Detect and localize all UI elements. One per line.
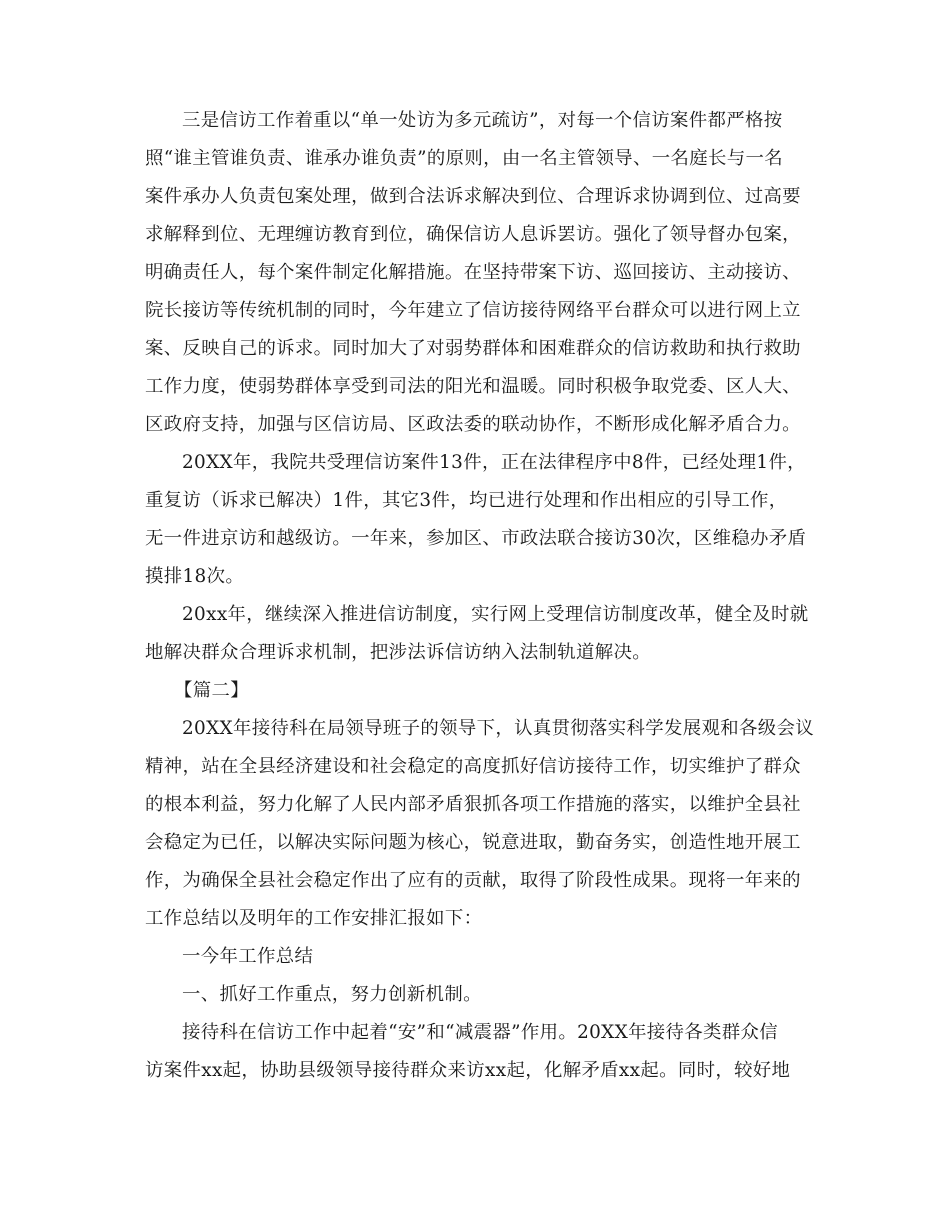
text-line: 20xx年，继续深入推进信访制度，实行网上受理信访制度改革，健全及时就 bbox=[182, 604, 809, 625]
text-line: 重复访（诉求已解决）1件，其它3件，均已进行处理和作出相应的引导工作， bbox=[145, 490, 788, 511]
text-line: 照“谁主管谁负责、谁承办谁负责”的原则，由一名主管领导、一名庭长与一名 bbox=[145, 148, 783, 169]
text-line: 访案件xx起，协助县级领导接待群众来访xx起，化解矛盾xx起。同时，较好地 bbox=[145, 1060, 791, 1081]
text-line: 会稳定为已任，以解决实际问题为核心，锐意进取，勤奋务实，创造性地开展工 bbox=[145, 832, 801, 853]
text-line: 院长接访等传统机制的同时，今年建立了信访接待网络平台群众可以进行网上立 bbox=[145, 300, 801, 321]
text-line: 三是信访工作着重以“单一处访为多元疏访”，对每一个信访案件都严格按 bbox=[182, 110, 783, 131]
section-heading: 【篇二】 bbox=[174, 680, 249, 701]
text-line: 20XX年，我院共受理信访案件13件，正在法律程序中8件，已经处理1件， bbox=[182, 452, 806, 473]
text-line: 工作总结以及明年的工作安排汇报如下： bbox=[145, 908, 483, 929]
text-line: 的根本利益，努力化解了人民内部矛盾狠抓各项工作措施的落实，以维护全县社 bbox=[145, 794, 801, 815]
text-line: 工作力度，使弱势群体享受到司法的阳光和温暖。同时积极争取党委、区人大、 bbox=[145, 376, 801, 397]
subheading: 一今年工作总结 bbox=[182, 946, 314, 967]
text-line: 精神，站在全县经济建设和社会稳定的高度抓好信访接待工作，切实维护了群众 bbox=[145, 756, 801, 777]
text-line: 接待科在信访工作中起着“安”和“减震器”作用。20XX年接待各类群众信 bbox=[182, 1022, 778, 1043]
text-line: 作，为确保全县社会稳定作出了应有的贡献，取得了阶段性成果。现将一年来的 bbox=[145, 870, 801, 891]
text-line: 案件承办人负责包案处理，做到合法诉求解决到位、合理诉求协调到位、过高要 bbox=[145, 186, 801, 207]
text-line: 区政府支持，加强与区信访局、区政法委的联动协作，不断形成化解矛盾合力。 bbox=[145, 414, 801, 435]
text-line: 20XX年接待科在局领导班子的领导下，认真贯彻落实科学发展观和各级会议 bbox=[182, 718, 814, 739]
text-line: 摸排18次。 bbox=[145, 566, 245, 587]
text-line: 无一件进京访和越级访。一年来，参加区、市政法联合接访30次，区维稳办矛盾 bbox=[145, 528, 807, 549]
text-line: 地解决群众合理诉求机制，把涉法诉信访纳入法制轨道解决。 bbox=[145, 642, 651, 663]
subheading: 一、抓好工作重点，努力创新机制。 bbox=[182, 984, 482, 1005]
text-line: 明确责任人，每个案件制定化解措施。在坚持带案下访、巡回接访、主动接访、 bbox=[145, 262, 801, 283]
text-line: 求解释到位、无理缠访教育到位，确保信访人息诉罢访。强化了领导督办包案， bbox=[145, 224, 801, 245]
text-line: 案、反映自己的诉求。同时加大了对弱势群体和困难群众的信访救助和执行救助 bbox=[145, 338, 801, 359]
